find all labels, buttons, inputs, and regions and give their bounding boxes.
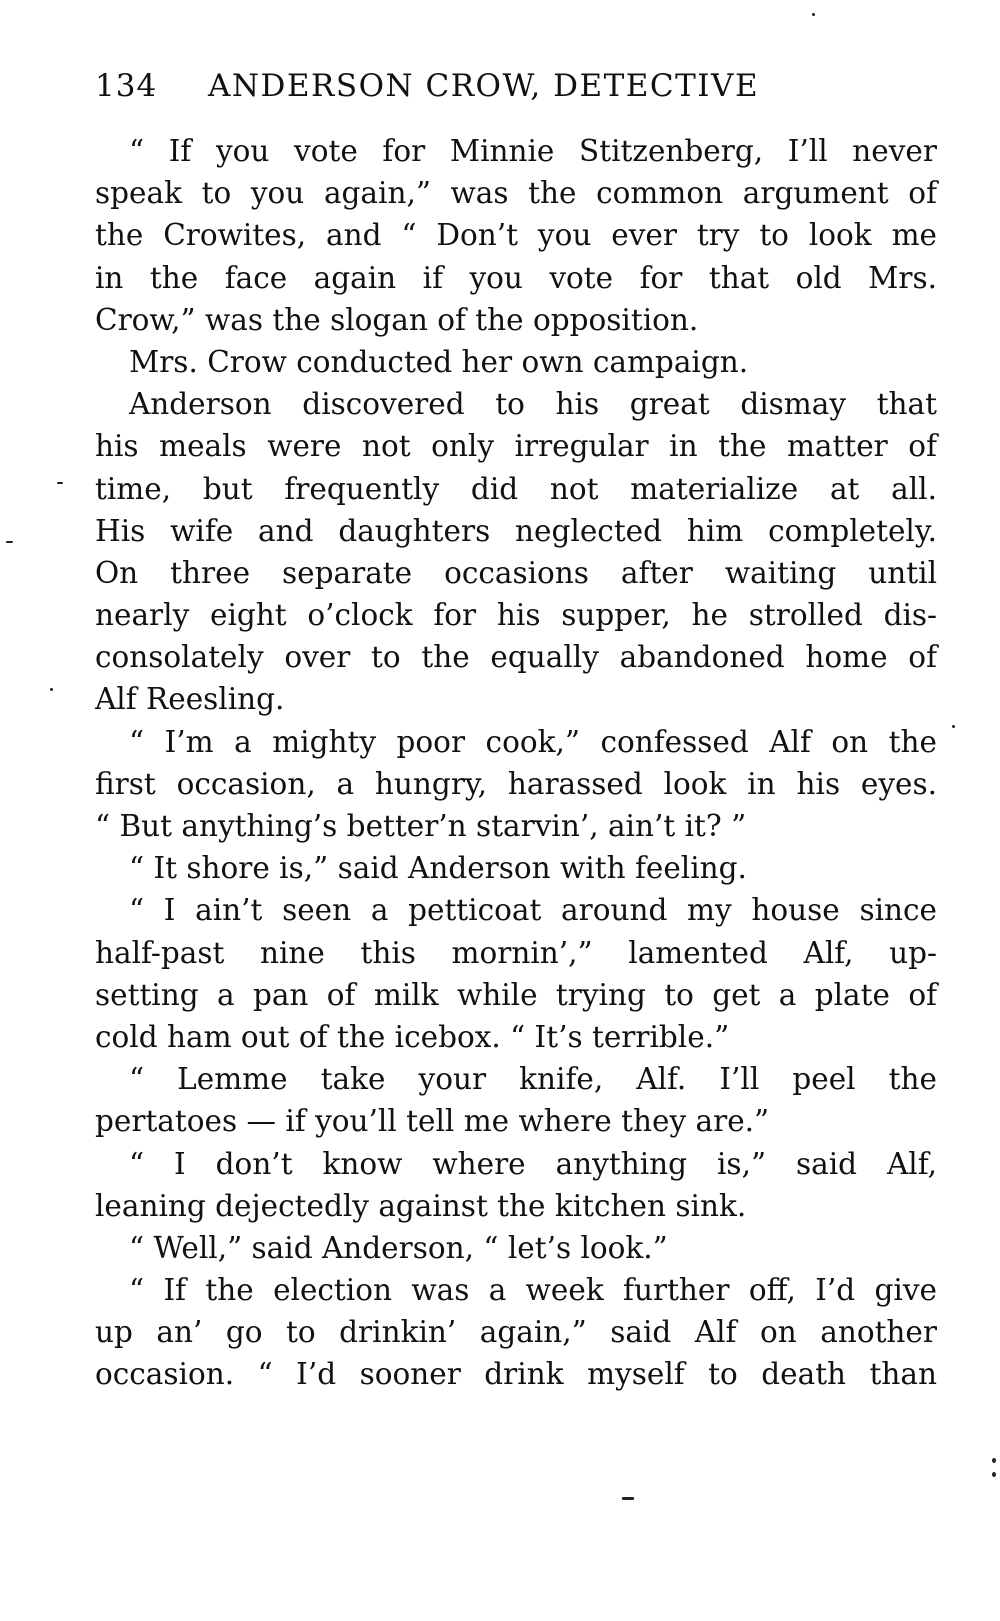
text-line: “ If you vote for Minnie Stitzenberg, I’ll never: [129, 134, 937, 168]
text-line: leaning dejectedly against the kitchen sink.: [95, 1188, 747, 1223]
scan-speck: [812, 13, 815, 16]
scan-speck: [952, 725, 955, 728]
text-line: cold ham out of the icebox. “ It’s terrible.”: [95, 1019, 730, 1054]
text-line: “ It shore is,” said Anderson with feeling.: [129, 851, 747, 886]
text-line: “ If the election was a week further off, I’d give: [129, 1273, 937, 1308]
body-text: [95, 130, 937, 1396]
scan-speck: [622, 1497, 634, 1500]
text-line: “ Lemme take your knife, Alf. I’ll peel the: [129, 1062, 937, 1097]
text-line: “ I don’t know where anything is,” said Alf,: [129, 1146, 937, 1181]
text-line: “ But anything’s better’n starvin’, ain’t it? ”: [95, 809, 747, 843]
scan-speck: [50, 688, 53, 691]
page-number: 134: [95, 68, 158, 104]
text-line: nearly eight o’clock for his supper, he strolled dis-: [95, 598, 937, 633]
text-line: pertatoes — if you’ll tell me where they are.”: [95, 1104, 770, 1139]
text-line: speak to you again,” was the common argument of: [95, 176, 937, 211]
page-header: [95, 68, 935, 104]
scan-speck: [992, 1472, 996, 1477]
text-line: his meals were not only irregular in the matter of: [95, 429, 937, 464]
text-line: Alf Reesling.: [95, 682, 285, 717]
text-line: Crow,” was the slogan of the opposition.: [95, 302, 699, 337]
text-line: Anderson discovered to his great dismay that: [129, 387, 937, 422]
text-line: first occasion, a hungry, harassed look in his eyes.: [95, 766, 937, 801]
text-line: up an’ go to drinkin’ again,” said Alf on another: [95, 1315, 937, 1350]
text-line: occasion. “ I’d sooner drink myself to death than: [95, 1357, 937, 1392]
scan-speck: [992, 1458, 996, 1463]
text-line: setting a pan of milk while trying to get a plate of: [95, 977, 937, 1012]
text-line: half-past nine this mornin’,” lamented Alf, up-: [95, 935, 937, 970]
text-line: On three separate occasions after waiting until: [95, 555, 937, 590]
text-line: time, but frequently did not materialize at all.: [95, 471, 937, 506]
text-line: “ I’m a mighty poor cook,” confessed Alf on the: [129, 724, 937, 759]
running-title: ANDERSON CROW, DETECTIVE: [208, 68, 760, 104]
scan-speck: [6, 541, 13, 543]
text-line: consolately over to the equally abandoned home of: [95, 640, 937, 675]
scan-speck: [57, 482, 63, 484]
text-line: His wife and daughters neglected him completely.: [95, 513, 937, 548]
text-line: Mrs. Crow conducted her own campaign.: [129, 344, 749, 379]
text-line: in the face again if you vote for that old Mrs.: [95, 260, 937, 295]
text-line: “ Well,” said Anderson, “ let’s look.”: [129, 1230, 668, 1265]
text-line: “ I ain’t seen a petticoat around my house since: [129, 893, 937, 928]
text-line: the Crowites, and “ Don’t you ever try to look me: [95, 218, 937, 253]
